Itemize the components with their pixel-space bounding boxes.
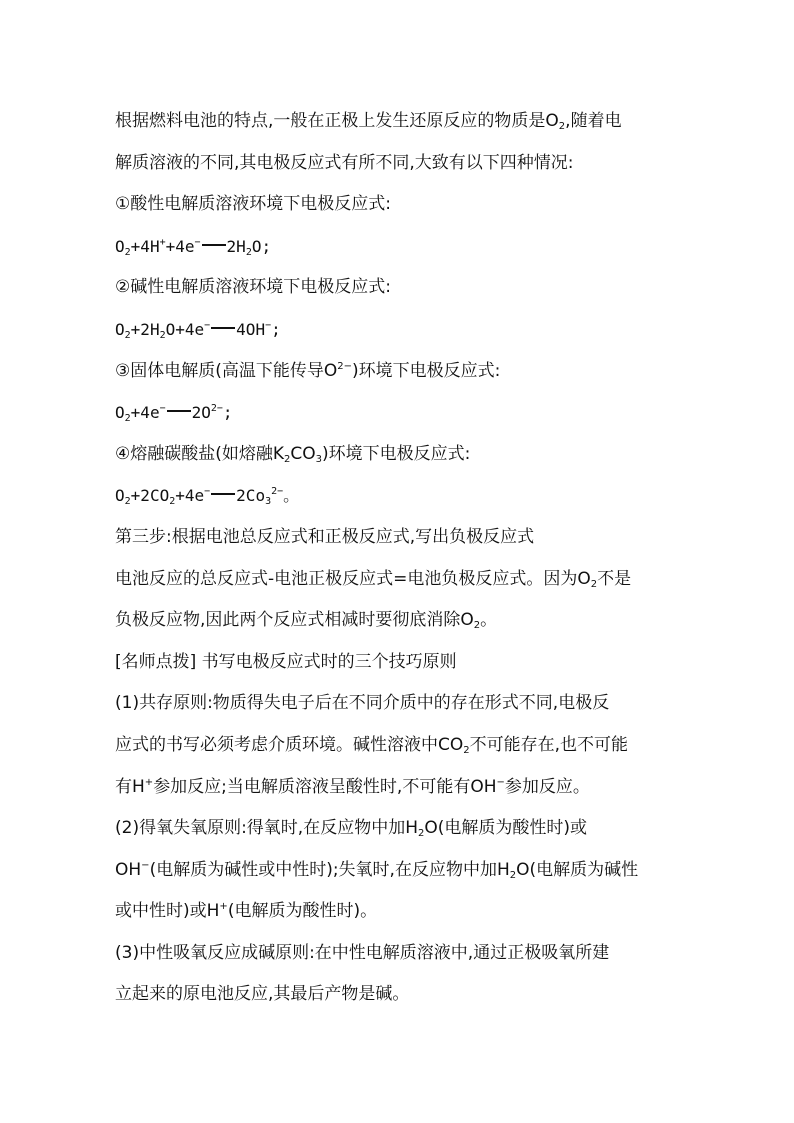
rule2-line-2: [115, 850, 685, 892]
text: )环境下电极反应式:: [322, 443, 471, 464]
intro-line-2: 解质溶液的不同,其电极反应式有所不同,大致有以下四种情况:: [115, 152, 574, 173]
text: +2H: [130, 319, 160, 339]
document-body: [115, 101, 685, 1016]
text: 。: [480, 610, 498, 631]
subscript: 3: [265, 496, 272, 508]
rule2-line-1: [115, 808, 685, 850]
text: 2Co: [236, 486, 266, 506]
text: O(电解质为酸性时)或: [424, 818, 588, 839]
text: 根据燃料电池的特点,一般在正极上发生还原反应的物质是O: [115, 111, 559, 131]
subscript: 2: [590, 578, 598, 590]
superscript: −: [204, 486, 211, 498]
text: 负极反应物,因此两个反应式相减时要彻底消除O: [115, 610, 474, 631]
subscript: 2: [245, 246, 252, 258]
rule1-line-1: (1)共存原则:物质得失电子后在不同介质中的存在形式不同,电极反: [115, 693, 610, 714]
text: +4e: [130, 403, 160, 423]
text: +4e: [165, 236, 195, 256]
text: 电池反应的总反应式-电池正极反应式=电池负极反应式。因为O: [115, 568, 591, 589]
text: O: [115, 319, 125, 339]
text: +4e: [175, 486, 205, 506]
text: O+4e: [165, 319, 205, 339]
text: (2)得氧失氧原则:得氧时,在反应物中加H: [115, 818, 418, 839]
subscript: 2: [124, 496, 131, 508]
rule1-line-2: [115, 725, 685, 767]
text: )环境下电极反应式:: [352, 360, 501, 381]
equation-solid-electrolyte: [115, 392, 685, 434]
case4-label: [115, 434, 685, 476]
subscript: 3: [315, 453, 323, 465]
reaction-equals-sign: [211, 493, 235, 495]
reaction-equals-sign: [211, 327, 235, 329]
superscript: −: [159, 403, 166, 415]
text: 不可能存在,也不可能: [469, 734, 629, 755]
equation-basic: [115, 309, 685, 351]
superscript: 2−: [271, 486, 284, 498]
text: 。: [283, 486, 300, 506]
superscript: 2−: [210, 403, 223, 415]
rule3-line-1: (3)中性吸氧反应成碱原则:在中性电解质溶液中,通过正极吸氧所建: [115, 942, 610, 963]
text: O(电解质为碱性: [516, 859, 639, 880]
text: O: [115, 486, 125, 506]
superscript: 2−: [337, 360, 353, 372]
subscript: 2: [159, 329, 166, 341]
rule2-line-3: [115, 891, 685, 933]
equation-molten-carbonate: [115, 475, 685, 517]
step3-heading: 第三步:根据电池总反应式和正极反应式,写出负极反应式: [115, 526, 535, 547]
case3-label: [115, 351, 685, 393]
text: ;: [222, 403, 233, 423]
text: +4H: [130, 236, 160, 256]
text: ;: [271, 319, 281, 339]
text: 2O: [191, 403, 211, 423]
subscript: 2: [124, 246, 131, 258]
subscript: 2: [463, 744, 470, 756]
equation-acidic: [115, 226, 685, 268]
text: ,随着电: [565, 111, 622, 131]
text: 参加反应。: [504, 776, 590, 797]
subscript: 2: [124, 329, 131, 341]
text: O: [115, 236, 125, 256]
reaction-equals-sign: [202, 244, 226, 246]
text: (电解质为酸性时)。: [227, 901, 378, 922]
superscript: −: [265, 319, 272, 331]
text: 不是: [597, 568, 632, 589]
superscript: +: [144, 776, 154, 788]
reaction-equals-sign: [167, 410, 191, 412]
text: 4OH: [236, 319, 266, 339]
text: 2H: [226, 236, 246, 256]
superscript: +: [159, 236, 166, 248]
subscript: 2: [284, 453, 291, 465]
text: O;: [251, 236, 272, 256]
subscript: 2: [124, 413, 131, 425]
text: +2CO: [130, 486, 170, 506]
text: CO: [290, 443, 316, 464]
superscript: −: [496, 776, 505, 788]
subscript: 2: [169, 496, 176, 508]
text: ③固体电解质(高温下能传导O: [115, 360, 338, 381]
superscript: −: [194, 236, 201, 248]
subscript: 2: [509, 869, 517, 881]
text: OH: [115, 859, 142, 880]
case2-label: ②碱性电解质溶液环境下电极反应式:: [115, 277, 391, 298]
subscript: 2: [418, 828, 425, 840]
text: 应式的书写必须考虑介质环境。碱性溶液中CO: [115, 734, 464, 755]
intro-line-1: [115, 101, 685, 143]
text: 参加反应;当电解质溶液呈酸性时,不可能有OH: [153, 776, 497, 797]
superscript: −: [204, 319, 211, 331]
case1-label: ①酸性电解质溶液环境下电极反应式:: [115, 194, 391, 215]
superscript: +: [219, 901, 228, 913]
text: 有H: [115, 776, 145, 797]
step3-line-2: [115, 600, 685, 642]
step3-line-1: [115, 559, 685, 601]
superscript: −: [141, 859, 150, 871]
subscript: 2: [558, 121, 566, 132]
rule3-line-2: 立起来的原电池反应,其最后产物是碱。: [115, 984, 410, 1005]
text: (电解质为碱性或中性时);失氧时,在反应物中加H: [149, 859, 510, 880]
text: O: [115, 403, 125, 423]
tip-title: [名师点拨] 书写电极反应式时的三个技巧原则: [115, 651, 457, 672]
subscript: 2: [473, 620, 481, 632]
rule1-line-3: [115, 767, 685, 809]
text: ④熔融碳酸盐(如熔融K: [115, 443, 285, 464]
text: 或中性时)或H: [115, 901, 220, 922]
